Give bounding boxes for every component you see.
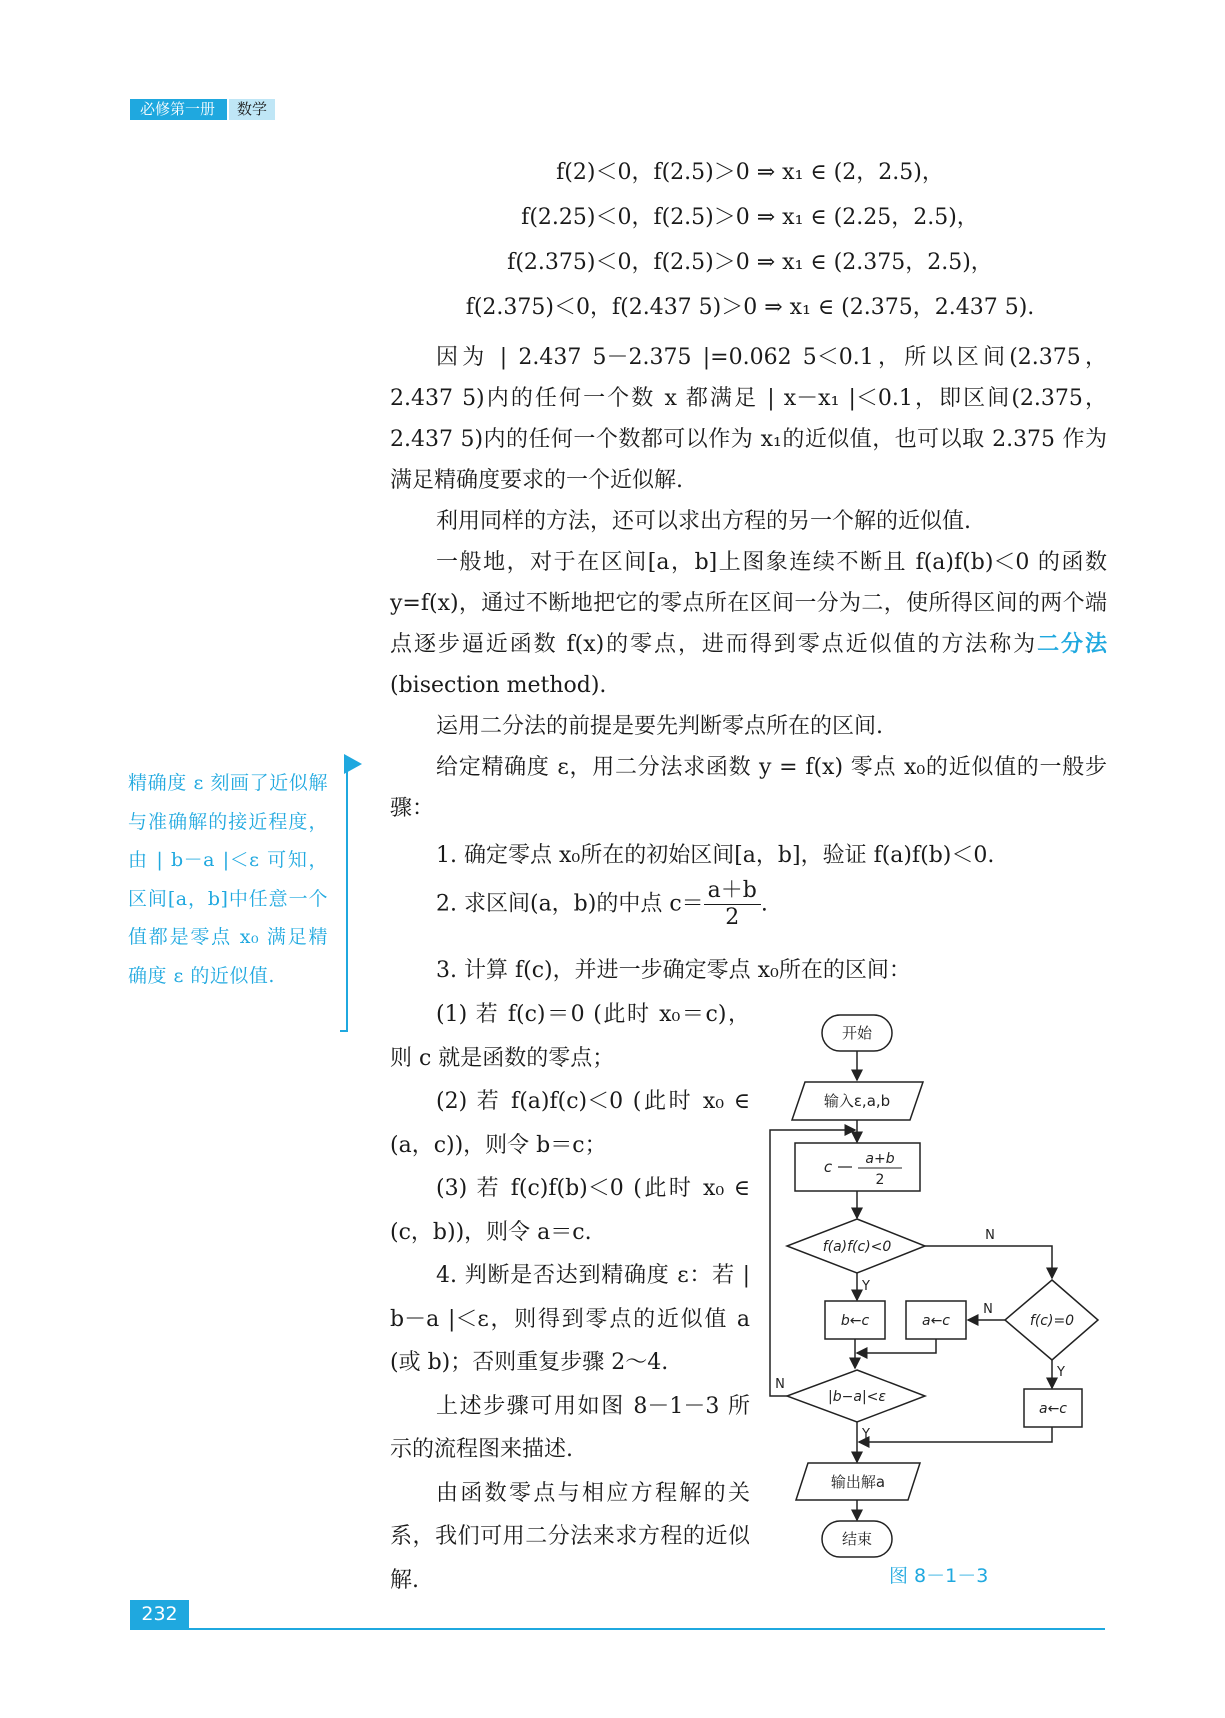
step-4: 4. 判断是否达到精确度 ε：若 | b－a |＜ε，则得到零点的近似值 a (或 b)；否则重复步骤 2～4. (390, 1263, 750, 1375)
a-assign-label-1: a←c (921, 1313, 951, 1329)
paragraph-7: 由函数零点与相应方程解的关系，我们可用二分法来求方程的近似解. (390, 1480, 750, 1593)
cond1-label: f(a)f(c)<0 (822, 1239, 892, 1255)
step-1: 1. 确定零点 x₀所在的初始区间[a，b]，验证 f(a)f(b)＜0. (436, 843, 995, 868)
footer-rule (130, 1628, 1105, 1630)
page-number: 232 (130, 1600, 189, 1629)
math-line-3: f(2.375)＜0，f(2.5)＞0 ⇒ x₁ ∈ (2.375，2.5)， (507, 250, 993, 275)
input-label: 输入ε,a,b (823, 1092, 891, 1110)
b-assign-label: b←c (840, 1313, 870, 1329)
paragraph-3-text: 一般地，对于在区间[a，b]上图象连续不断且 f(a)f(b)＜0 的函数 y=f(x)，通过不断地把它的零点所在区间一分为二，使所得区间的两个端点逐步逼近函数 f(x)的零点，进而得到零点近似值的方法称为 (390, 550, 1107, 657)
figure-caption: 图 8－1－3 (889, 1565, 989, 1587)
paragraph-1: 因为 | 2.437 5－2.375 |=0.062 5＜0.1，所以区间(2.375，2.437 5)内的任何一个数 x 都满足 | x－x₁ |＜0.1，即区间(2.375，2.437 5)内的任何一个数都可以作为 x₁的近似值，也可以取 2.375 作为满足精确度要求的一个近似解. (390, 345, 1107, 493)
main-text (390, 337, 1107, 829)
assign-c-lhs: c (823, 1158, 833, 1176)
fraction-numerator: a＋b (704, 878, 761, 905)
cond2-yes-label: Y (1057, 1365, 1065, 1380)
edge-a2-merge (859, 1427, 1052, 1442)
sidenote: 精确度 ε 刻画了近似解与准确解的接近程度，由 | b－a |＜ε 可知，区间[a，b]中任意一个值都是零点 x₀ 满足精确度 ε 的近似值. (128, 772, 328, 987)
cond3-yes-label: Y (862, 1427, 870, 1442)
start-label: 开始 (841, 1024, 873, 1042)
a-assign-label-2: a←c (1038, 1401, 1068, 1417)
math-line-4: f(2.375)＜0，f(2.437 5)＞0 ⇒ x₁ ∈ (2.375，2.437 5). (465, 295, 1035, 320)
term-bisection: 二分法 (1037, 632, 1107, 657)
step-2-text: 2. 求区间(a，b)的中点 c＝ (436, 891, 704, 917)
cond1-yes-label: Y (862, 1279, 870, 1294)
output-label: 输出解a (830, 1473, 886, 1491)
midpoint-fraction (704, 878, 761, 931)
paragraph-3-tail: (bisection method). (390, 673, 607, 698)
step-3: 3. 计算 f(c)，并进一步确定零点 x₀所在的区间： (436, 958, 911, 983)
sub-step-3: (3) 若 f(c)f(b)＜0 (此时 x₀ ∈ (c，b))，则令 a＝c. (390, 1176, 750, 1245)
math-line-2: f(2.25)＜0，f(2.5)＞0 ⇒ x₁ ∈ (2.25，2.5)， (521, 205, 979, 230)
running-header (130, 99, 275, 120)
flowchart (760, 1010, 1100, 1560)
paragraph-6: 上述步骤可用如图 8－1－3 所示的流程图来描述. (390, 1393, 750, 1462)
cond3-no-label: N (775, 1377, 785, 1392)
end-label: 结束 (841, 1530, 873, 1548)
assign-c-num: a+b (865, 1151, 895, 1167)
subject-label: 数学 (229, 99, 275, 120)
cond2-no-label: N (983, 1302, 993, 1317)
cond3-label: |b−a|<ε (828, 1389, 886, 1405)
math-line-1: f(2)＜0，f(2.5)＞0 ⇒ x₁ ∈ (2，2.5)， (556, 160, 944, 185)
paragraph-5: 给定精确度 ε，用二分法求函数 y = f(x) 零点 x₀的近似值的一般步骤： (390, 755, 1107, 821)
paragraph-3 (390, 542, 1107, 706)
edge-cond3-no (770, 1130, 855, 1396)
left-column-text (390, 993, 750, 1602)
paragraph-4: 运用二分法的前提是要先判断零点所在的区间. (436, 714, 883, 739)
step-2-end: . (760, 891, 768, 917)
edge-a-merge (857, 1339, 936, 1353)
cond1-no-label: N (985, 1228, 995, 1243)
paragraph-2: 利用同样的方法，还可以求出方程的另一个解的近似值. (436, 509, 971, 534)
sidenote-bracket (340, 760, 348, 1032)
cond2-label: f(c)=0 (1029, 1313, 1075, 1329)
book-label: 必修第一册 (130, 99, 227, 120)
assign-c-box (795, 1143, 920, 1191)
assign-c-den: 2 (875, 1172, 885, 1188)
sub-step-1: (1) 若 f(c)＝0 (此时 x₀＝c)，则 c 就是函数的零点； (390, 1002, 750, 1071)
fraction-denominator: 2 (725, 905, 740, 930)
step-2 (436, 878, 768, 931)
sub-step-2: (2) 若 f(a)f(c)＜0 (此时 x₀ ∈ (a，c))，则令 b＝c； (390, 1089, 750, 1158)
edge-cond1-no (925, 1246, 1052, 1278)
